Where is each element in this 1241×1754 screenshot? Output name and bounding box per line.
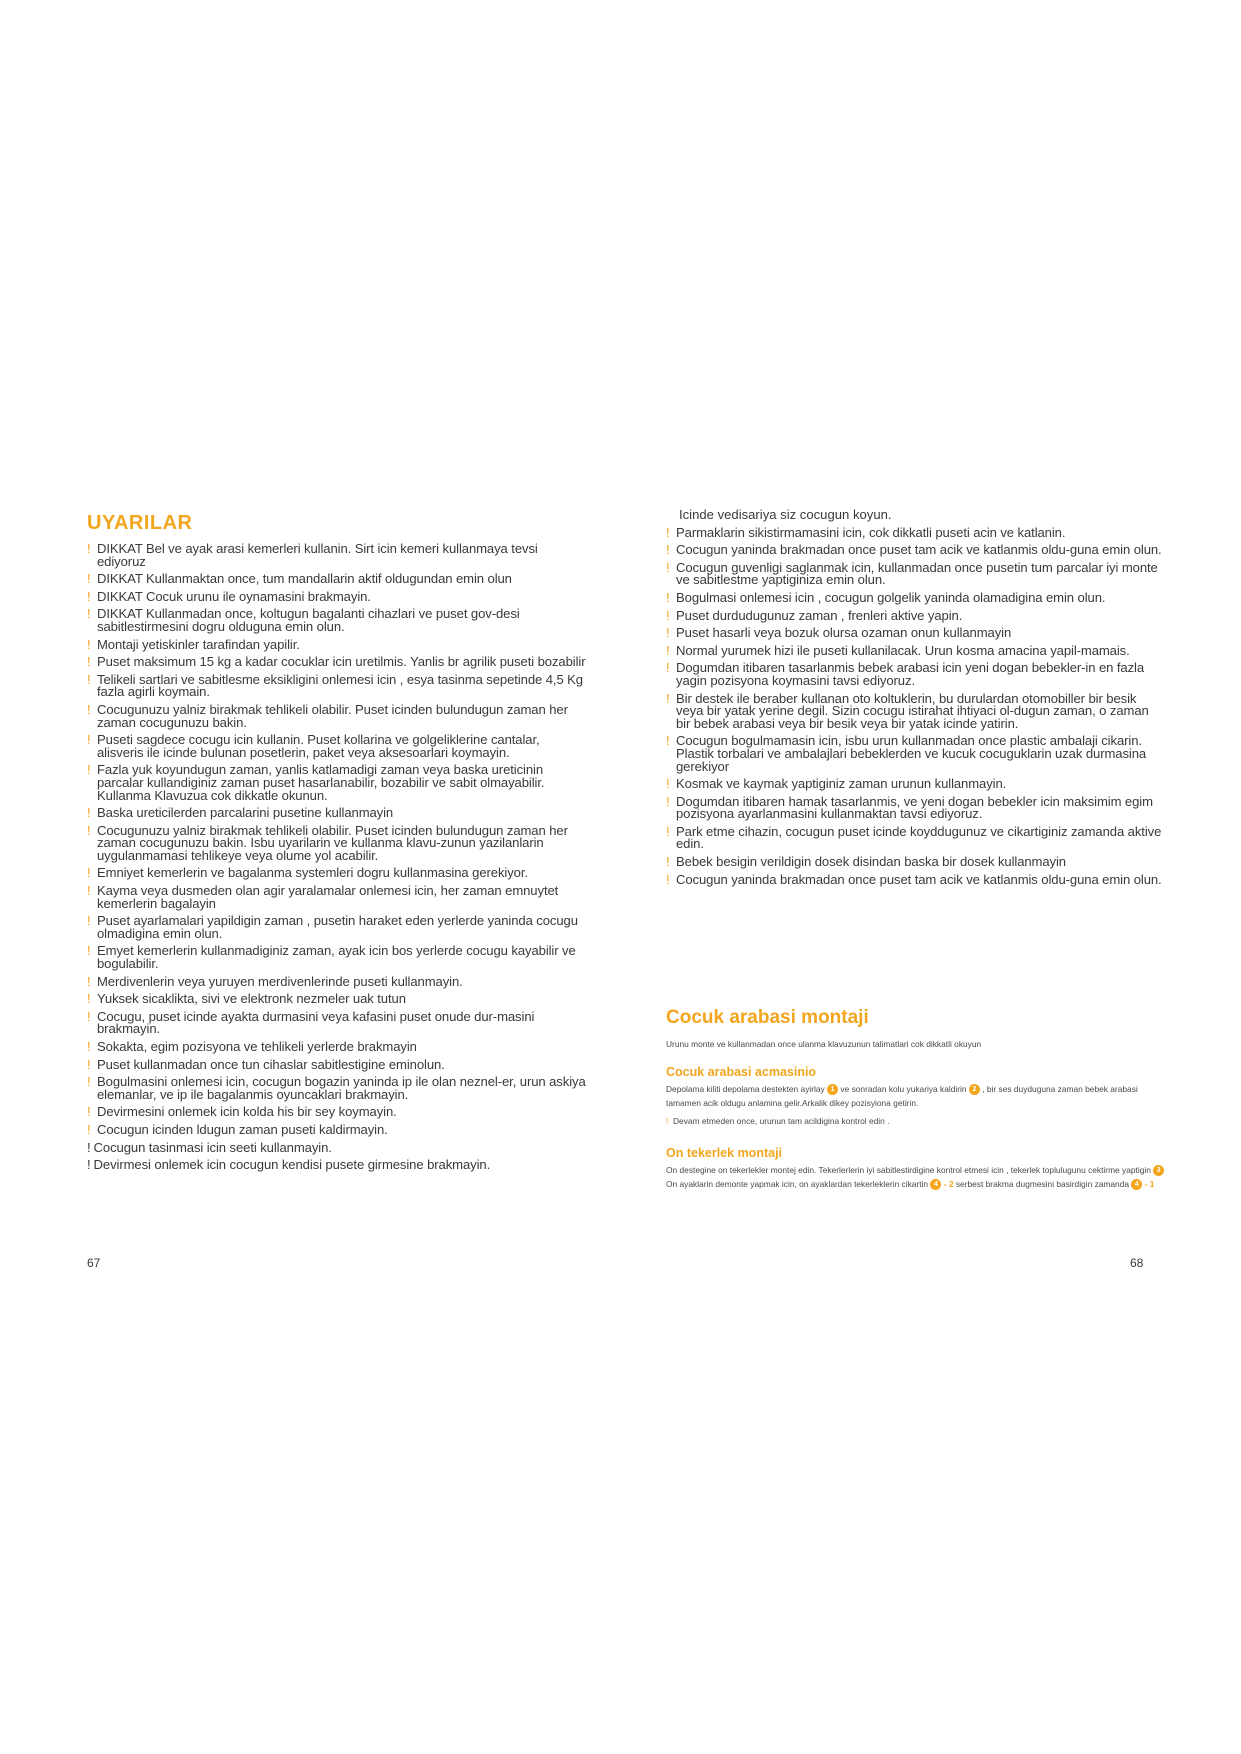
right-warning-list <box>666 524 1166 887</box>
left-warning-item-text: Puset kullanmadan once tun cihaslar sabitlestigine eminolun. <box>97 1056 445 1072</box>
left-warning-item <box>87 993 587 1006</box>
left-warning-item-text: DIKKAT Kullanmadan once, koltugun bagalanti cihazlari ve puset gov-desi sabitlestirmesini dogru olduguna emin olun. <box>97 606 520 634</box>
left-warning-item <box>87 945 587 970</box>
exclamation-icon: ! <box>87 571 91 587</box>
left-warning-item <box>87 636 587 652</box>
step-4-suffix-1: - 1 <box>1142 1179 1155 1189</box>
exclamation-icon: ! <box>666 625 670 641</box>
exclamation-icon: ! <box>666 690 670 706</box>
left-warning-item <box>87 822 587 863</box>
left-warning-item <box>87 1041 587 1054</box>
step-2-icon: 2 <box>969 1084 980 1095</box>
exclamation-icon: ! <box>666 542 670 558</box>
left-warning-plain-item <box>87 1139 587 1155</box>
right-warning-item <box>666 559 1166 588</box>
right-warning-item <box>666 524 1166 540</box>
exclamation-icon: ! <box>87 865 91 881</box>
exclamation-icon: ! <box>87 1121 91 1137</box>
right-warning-item-text: Parmaklarin sikistirmamasini icin, cok dikkatli puseti acin ve katlanin. <box>676 524 1066 540</box>
exclamation-icon: ! <box>87 654 91 670</box>
exclamation-icon: ! <box>666 871 670 887</box>
right-warning-item-text: Puset hasarli veya bozuk olursa ozaman onun kullanmayin <box>676 625 1012 641</box>
left-warning-item <box>87 973 587 989</box>
right-page <box>666 509 1166 891</box>
exclamation-icon: ! <box>87 1139 91 1155</box>
exclamation-icon: ! <box>666 854 670 870</box>
exclamation-icon: ! <box>87 913 91 929</box>
left-warning-item <box>87 915 587 940</box>
exclamation-icon: ! <box>87 701 91 717</box>
exclamation-icon: ! <box>87 973 91 989</box>
step-4-suffix-2: - 2 <box>941 1179 954 1189</box>
left-warning-item <box>87 588 587 604</box>
exclamation-icon: ! <box>87 671 91 687</box>
wheel-text-c: serbest brakma dugmesini basirdigin zamanda <box>955 1179 1132 1189</box>
right-warning-item-text: Cocugun yaninda brakmadan once puset tam acik ve katlanmis oldu-guna emin olun. <box>676 871 1162 887</box>
exclamation-icon: ! <box>87 943 91 959</box>
right-warning-item <box>666 627 1166 640</box>
right-warning-item <box>666 823 1166 852</box>
right-warning-item <box>666 662 1166 687</box>
exclamation-icon: ! <box>87 636 91 652</box>
assembly-title: Cocuk arabasi montaji <box>666 1007 869 1028</box>
left-warning-item-text: Yuksek sicaklikta, sivi ve elektronk nezmeler uak tutun <box>97 991 406 1007</box>
assembly-section <box>666 1007 1166 1191</box>
left-warning-item <box>87 1008 587 1037</box>
left-warning-item-text: Cocugun icinden ldugun zaman puseti kaldirmayin. <box>97 1121 388 1137</box>
exclamation-icon: ! <box>87 588 91 604</box>
exclamation-icon: ! <box>87 883 91 899</box>
exclamation-icon: ! <box>666 660 670 676</box>
wheel-text-b: On ayaklarin demonte yapmak icin, on ayaklardan tekerleklerin cikartin <box>666 1179 931 1189</box>
right-warning-item <box>666 871 1166 887</box>
left-warning-item <box>87 608 587 633</box>
exclamation-icon: ! <box>87 732 91 748</box>
left-page <box>87 512 587 1177</box>
page-number-right: 68 <box>1130 1256 1144 1270</box>
opening-text-b: ve sonradan kolu yukariya kaldirin <box>840 1084 967 1094</box>
opening-note <box>666 1114 1166 1128</box>
left-warning-item-text: Emniyet kemerlerin ve bagalanma systemleri dogru kullanmasina gerekiyor. <box>97 865 528 881</box>
exclamation-icon: ! <box>666 559 670 575</box>
left-warning-item-text: Merdivenlerin veya yuruyen merdivenlerinde puseti kullanmayin. <box>97 973 463 989</box>
left-warning-item-text: Puset ayarlamalari yapildigin zaman , pusetin haraket eden yerlerde yaninda cocugu olmadigina emin olun. <box>97 913 578 941</box>
left-warning-item-text: Montaji yetiskinler tarafindan yapilir. <box>97 636 300 652</box>
right-warning-item-text: Kosmak ve kaymak yaptiginiz zaman urunun kullanmayin. <box>676 776 1007 792</box>
right-warning-item <box>666 793 1166 822</box>
right-warning-item <box>666 690 1166 731</box>
left-warning-item-text: Bogulmasini onlemesi icin, cocugun bogazin yaninda ip ile olan neznel-er, urun askiya elemanlar, ve ip ile bagalanmis oyuncaklari brakmayin. <box>97 1074 586 1102</box>
right-warning-item <box>666 642 1166 658</box>
right-warning-item-text: Bogulmasi onlemesi icin , cocugun golgelik yaninda olamadigina emin olun. <box>676 589 1106 605</box>
left-warning-item <box>87 734 587 759</box>
exclamation-icon: ! <box>666 1116 673 1126</box>
left-warning-item <box>87 764 587 802</box>
left-warning-item-text: DIKKAT Bel ve ayak arasi kemerleri kullanin. Sirt icin kemeri kullanmaya tevsi ediyoruz <box>97 541 538 569</box>
left-warning-item-text: Cocugunuzu yalniz birakmak tehlikeli olabilir. Puset icinden bulundugun zaman her zaman cocugunuzu bakin. <box>97 701 568 730</box>
exclamation-icon: ! <box>87 541 91 556</box>
exclamation-icon: ! <box>87 1056 91 1072</box>
left-warning-item-text: Puseti sagdece cocugu icin kullanin. Puset kollarina ve golgeliklerine cantalar, alisveris ile icinde bulunan posetlerin, paket veya aksesoarlari koymayin. <box>97 732 540 760</box>
left-warning-item-text: Devirmesini onlemek icin kolda his bir sey koymayin. <box>97 1104 397 1120</box>
exclamation-icon: ! <box>666 524 670 540</box>
right-warning-item-text: Dogumdan itibaren tasarlanmis bebek arabasi icin yeni dogan bebekler-in en fazla yagin pozisyona koymasini tavsi ediyoruz. <box>676 660 1145 688</box>
page-number-left: 67 <box>87 1256 101 1270</box>
left-warning-item <box>87 543 587 568</box>
left-warning-item <box>87 701 587 730</box>
opening-instructions <box>666 1082 1166 1110</box>
exclamation-icon: ! <box>87 1039 91 1054</box>
left-warning-item-text: Baska ureticilerden parcalarini pusetine kullanmayin <box>97 805 394 821</box>
exclamation-icon: ! <box>87 805 91 821</box>
front-wheel-subtitle: On tekerlek montaji <box>666 1146 783 1160</box>
left-warning-item-text: Puset maksimum 15 kg a kadar cocuklar icin uretilmis. Yanlis br agrilik puseti bozabilir <box>97 654 586 670</box>
continued-warning-line: Icinde vedisariya siz cocugun koyun. <box>679 507 892 522</box>
exclamation-icon: ! <box>666 607 670 623</box>
right-warning-item <box>666 856 1166 869</box>
exclamation-icon: ! <box>87 1157 91 1173</box>
exclamation-icon: ! <box>666 793 670 809</box>
left-warning-item <box>87 671 587 700</box>
right-warning-item <box>666 778 1166 791</box>
assembly-intro: Urunu monte ve kullanmadan once ulanma klavuzunun talimatlari cok dikkatli okuyun <box>666 1039 982 1049</box>
right-warning-item-text: Cocugun guvenligi saglanmak icin, kullanmadan once pusetin tum parcalar iyi monte ve sabitlestme yaptiginiza emin olun. <box>676 559 1158 588</box>
left-warning-item-text: Cocugu, puset icinde ayakta durmasini veya kafasini puset onude dur-masini brakmayin. <box>97 1008 535 1037</box>
wheel-text-a: On destegine on tekerlekler montej edin. Tekerlerlerin iyi sabitlestirdigine kontrol etmesi icin , tekerlek toplulugunu cektirme yaptigin <box>666 1165 1154 1175</box>
left-warning-plain-item-text: Devirmesi onlemek icin cocugun kendisi pusete girmesine brakmayin. <box>93 1157 491 1173</box>
right-warning-item-text: Puset durdudugunuz zaman , frenleri aktive yapin. <box>676 607 963 623</box>
left-warning-item <box>87 1121 587 1137</box>
left-warning-item-text: Emyet kemerlerin kullanmadiginiz zaman, ayak icin bos yerlerde cocugu kayabilir ve bogulabilir. <box>97 943 576 972</box>
step-3-icon: 3 <box>1153 1165 1164 1176</box>
left-warning-item <box>87 885 587 910</box>
warnings-title: UYARILAR <box>87 512 193 534</box>
exclamation-icon: ! <box>87 991 91 1007</box>
left-warning-item <box>87 1106 587 1119</box>
right-warning-item-text: Bir destek ile beraber kullanan oto koltuklerin, bu durulardan otomobiller bir besik veya bir yatak yerine degil. Sizin cocugu istirahat ihtiyaci ol-dugun zaman, o zaman bir bebek arabasi veya bir besik veya bir yatak icinde yatirin. <box>676 690 1149 731</box>
exclamation-icon: ! <box>666 733 670 749</box>
exclamation-icon: ! <box>87 762 91 778</box>
exclamation-icon: ! <box>666 642 670 658</box>
exclamation-icon: ! <box>87 822 91 838</box>
front-wheel-instructions <box>666 1163 1166 1191</box>
exclamation-icon: ! <box>666 589 670 605</box>
right-warning-item <box>666 589 1166 605</box>
exclamation-icon: ! <box>87 1074 91 1090</box>
left-warning-item-text: Cocugunuzu yalniz birakmak tehlikeli olabilir. Puset icinden bulundugun zaman her zaman cocugunuzu bakin. Isbu uyarilarin ve kullanma klavu-zunun yazilanlarin uygulanmamasi tehlikeye veya olume yol acabilir. <box>97 822 568 863</box>
exclamation-icon: ! <box>666 776 670 792</box>
left-warning-item <box>87 573 587 586</box>
right-warning-item <box>666 544 1166 557</box>
left-warning-item-text: DIKKAT Cocuk urunu ile oynamasini brakmayin. <box>97 588 371 604</box>
left-warning-item <box>87 1076 587 1101</box>
right-warning-item-text: Dogumdan itibaren hamak tasarlanmis, ve yeni dogan bebekler icin maksimim egim pozisyona ayarlanmasini kullanmaktan tavsi ediyoruz. <box>676 793 1153 822</box>
right-warning-item-text: Bebek besigin verildigin dosek disindan baska bir dosek kullanmayin <box>676 854 1066 870</box>
step-4-icon-b: 4 <box>1131 1179 1142 1190</box>
exclamation-icon: ! <box>87 1104 91 1120</box>
left-warning-plain-item <box>87 1159 587 1172</box>
left-warning-item <box>87 656 587 669</box>
left-warning-item <box>87 807 587 820</box>
left-warning-item-text: Sokakta, egim pozisyona ve tehlikeli yerlerde brakmayin <box>97 1039 417 1054</box>
left-warning-item <box>87 1056 587 1072</box>
exclamation-icon: ! <box>87 1008 91 1024</box>
step-1-icon: 1 <box>827 1084 838 1095</box>
exclamation-icon: ! <box>666 823 670 839</box>
left-warning-item <box>87 867 587 880</box>
left-warning-list <box>87 543 587 1172</box>
opening-text-a: Depolama kiliti depolama destekten ayirlay <box>666 1084 825 1094</box>
left-warning-item-text: Fazla yuk koyundugun zaman, yanlis katlamadigi zaman veya baska ureticinin parcalar kullandiginiz zaman puset hasarlanabilir, bozabilir ve sabit olmayabilir. Kullanma Klavuzua cok dikkatle okunun. <box>97 762 545 803</box>
step-4-icon: 4 <box>930 1179 941 1190</box>
opening-text-c: , bir ses duyduguna zaman bebek arabasi tamamen acik oldugu anlamina gelir.Arkalik dikey pozisyiona getirin. <box>666 1084 1138 1108</box>
right-warning-item-text: Normal yurumek hizi ile puseti kullanilacak. Urun kosma amacina yapil-mamais. <box>676 642 1130 658</box>
left-warning-plain-item-text: Cocugun tasinmasi icin seeti kullanmayin. <box>93 1139 332 1155</box>
left-warning-item-text: Telikeli sartlari ve sabitlesme eksikligini onlemesi icin , esya tasinma sepetinde 4,5 Kg fazla agirli koymain. <box>97 671 583 700</box>
left-warning-item-text: DIKKAT Kullanmaktan once, tum mandallarin aktif oldugundan emin olun <box>97 571 512 587</box>
right-warning-item-text: Cocugun yaninda brakmadan once puset tam acik ve katlanmis oldu-guna emin olun. <box>676 542 1162 558</box>
opening-note-text: Devam etmeden once, urunun tam acildigina kontrol edin . <box>672 1116 890 1126</box>
right-warning-item-text: Cocugun bogulmamasin icin, isbu urun kullanmadan once plastic ambalaji cikarin. Plastik torbalari ve ambalajlari bebeklerden ve kucuk cocuguklarin uzak durmasina gerekiyor <box>676 733 1147 774</box>
opening-subtitle: Cocuk arabasi acmasinio <box>666 1065 817 1079</box>
exclamation-icon: ! <box>87 606 91 622</box>
right-warning-item <box>666 735 1166 773</box>
right-warning-item-text: Park etme cihazin, cocugun puset icinde koyddugunuz ve cikartiginiz zamanda aktive edin. <box>676 823 1162 852</box>
right-warning-item <box>666 607 1166 623</box>
left-warning-item-text: Kayma veya dusmeden olan agir yaralamalar onlemesi icin, her zaman emnuytet kemerlerin bagalayin <box>97 883 559 911</box>
